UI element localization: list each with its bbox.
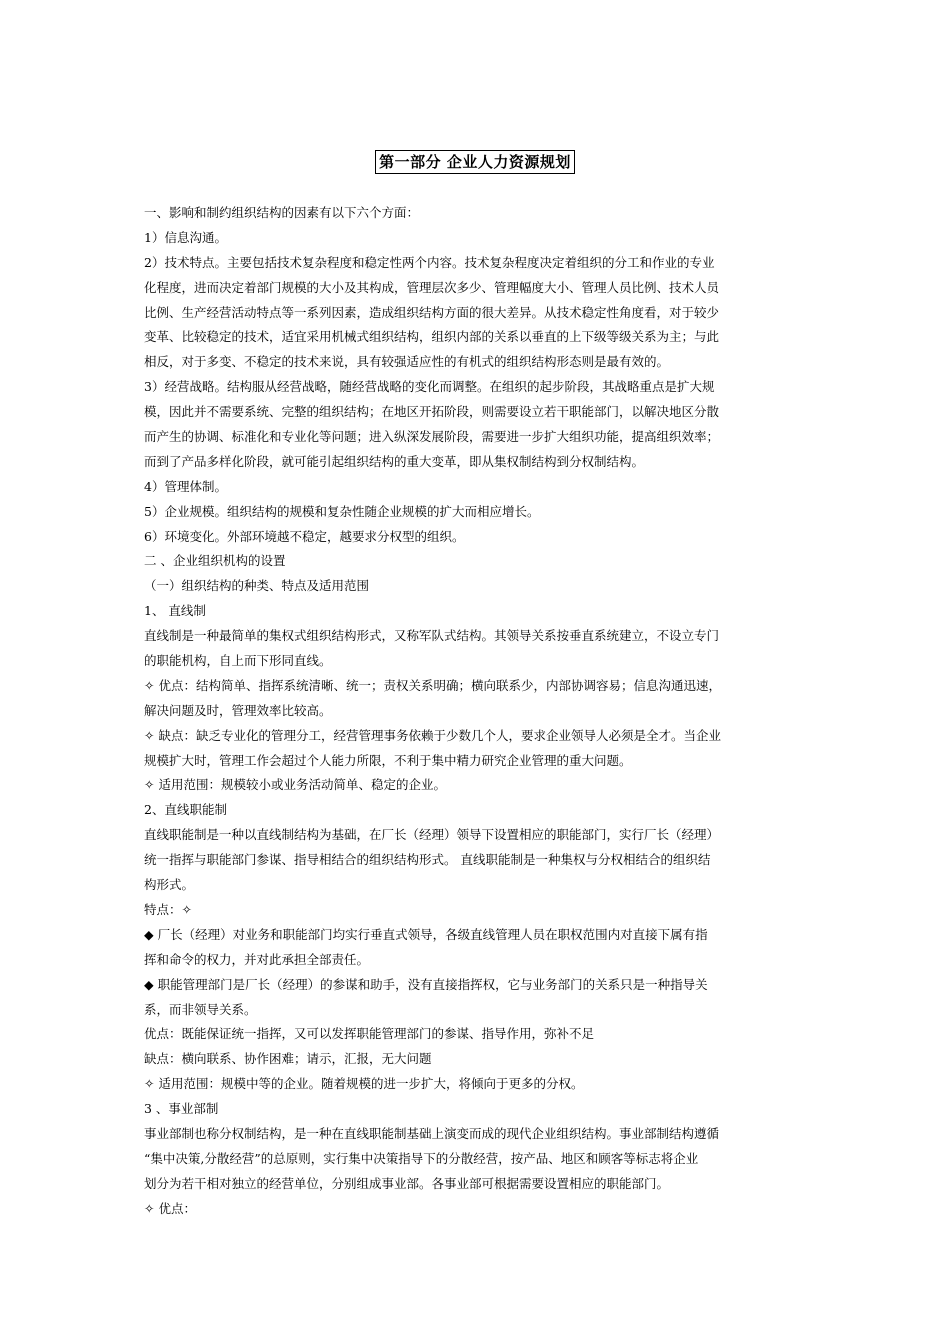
text-line: 4）管理体制。 — [144, 478, 227, 494]
text-line: “集中决策,分散经营”的总原则，实行集中决策指导下的分散经营，按产品、地区和顾客等标志将企业 — [144, 1150, 699, 1166]
text-line: 1）信息沟通。 — [144, 229, 227, 245]
text-line: 一、影响和制约组织结构的因素有以下六个方面： — [144, 205, 420, 220]
text-line: 变革、比较稳定的技术，适宜采用机械式组织结构，组织内部的关系以垂直的上下级等级关系为主；与此 — [144, 329, 720, 345]
text-line: 优点：既能保证统一指挥，又可以发挥职能管理部门的参谋、指导作用，弥补不足 — [144, 1026, 595, 1042]
text-line: 的职能机构，自上而下形同直线。 — [144, 653, 332, 669]
text-line: 统一指挥与职能部门参谋、指导相结合的组织结构形式。 直线职能制是一种集权与分权相结合的组织结 — [144, 852, 711, 868]
text-line: ✧ 优点：结构简单、指挥系统清晰、统一；责权关系明确；横向联系少，内部协调容易；信息沟通迅速， — [144, 677, 721, 693]
text-line: 缺点：横向联系、协作困难；请示，汇报，无大问题 — [144, 1051, 432, 1067]
text-line: ✧ 优点： — [144, 1200, 196, 1216]
text-line: 挥和命令的权力，并对此承担全部责任。 — [144, 951, 370, 967]
text-line: 3 、事业部制 — [144, 1101, 219, 1117]
text-line: 划分为若干相对独立的经营单位，分别组成事业部。各事业部可根据需要设置相应的职能部门。 — [144, 1175, 670, 1191]
text-line: 系，而非领导关系。 — [144, 1001, 257, 1017]
text-line: 而到了产品多样化阶段，就可能引起组织结构的重大变革，即从集权制结构到分权制结构。 — [144, 453, 645, 469]
text-line: 构形式。 — [144, 877, 195, 893]
text-line: 相反，对于多变、不稳定的技术来说，具有较强适应性的有机式的组织结构形态则是最有效的。 — [144, 354, 670, 370]
text-line: 5）企业规模。组织结构的规模和复杂性随企业规模的扩大而相应增长。 — [144, 503, 540, 519]
text-line: ◆ 厂长（经理）对业务和职能部门均实行垂直式领导，各级直线管理人员在职权范围内对直接下属有指 — [144, 926, 708, 942]
text-line: 1、 直线制 — [144, 603, 206, 619]
text-line: ◆ 职能管理部门是厂长（经理）的参谋和助手，没有直接指挥权，它与业务部门的关系只是一种指导关 — [144, 976, 708, 992]
text-line: 化程度，进而决定着部门规模的大小及其构成，管理层次多少、管理幅度大小、管理人员比例、技术人员 — [144, 279, 720, 295]
text-line: 直线职能制是一种以直线制结构为基础，在厂长（经理）领导下设置相应的职能部门，实行厂长（经理） — [144, 827, 720, 843]
title-container — [0, 150, 950, 174]
text-line: 6）环境变化。外部环境越不稳定，越要求分权型的组织。 — [144, 528, 465, 544]
text-line: 2）技术特点。主要包括技术复杂程度和稳定性两个内容。技术复杂程度决定着组织的分工和作业的专业 — [144, 254, 715, 270]
text-line: ✧ 缺点：缺乏专业化的管理分工，经营管理事务依赖于少数几个人，要求企业领导人必须是全才。当企业 — [144, 727, 721, 743]
text-line: 二 、企业组织机构的设置 — [144, 553, 286, 569]
text-line: 比例、生产经营活动特点等一系列因素，造成组织结构方面的很大差异。从技术稳定性角度看，对于较少 — [144, 304, 720, 320]
text-line: 解决问题及时，管理效率比较高。 — [144, 702, 332, 718]
text-line: ✧ 适用范围：规模中等的企业。随着规模的进一步扩大，将倾向于更多的分权。 — [144, 1076, 584, 1092]
text-line: ✧ 适用范围：规模较小或业务活动简单、稳定的企业。 — [144, 777, 446, 793]
document-body — [144, 201, 810, 1222]
text-line: 规模扩大时，管理工作会超过个人能力所限，不利于集中精力研究企业管理的重大问题。 — [144, 752, 632, 768]
text-line: （一）组织结构的种类、特点及适用范围 — [144, 578, 370, 594]
text-line: 模，因此并不需要系统、完整的组织结构；在地区开拓阶段，则需要设立若干职能部门，以解决地区分散 — [144, 404, 720, 420]
text-line: 特点：✧ — [144, 901, 192, 917]
page-title: 第一部分 企业人力资源规划 — [375, 150, 575, 174]
text-line: 2、直线职能制 — [144, 802, 227, 818]
text-line: 而产生的协调、标准化和专业化等问题；进入纵深发展阶段，需要进一步扩大组织功能，提高组织效率； — [144, 429, 720, 445]
text-line: 3）经营战略。结构服从经营战略，随经营战略的变化而调整。在组织的起步阶段，其战略重点是扩大规 — [144, 379, 715, 395]
text-line: 直线制是一种最简单的集权式组织结构形式，又称军队式结构。其领导关系按垂直系统建立，不设立专门 — [144, 628, 720, 644]
text-line: 事业部制也称分权制结构，是一种在直线职能制基础上演变而成的现代企业组织结构。事业部制结构遵循 — [144, 1125, 720, 1141]
